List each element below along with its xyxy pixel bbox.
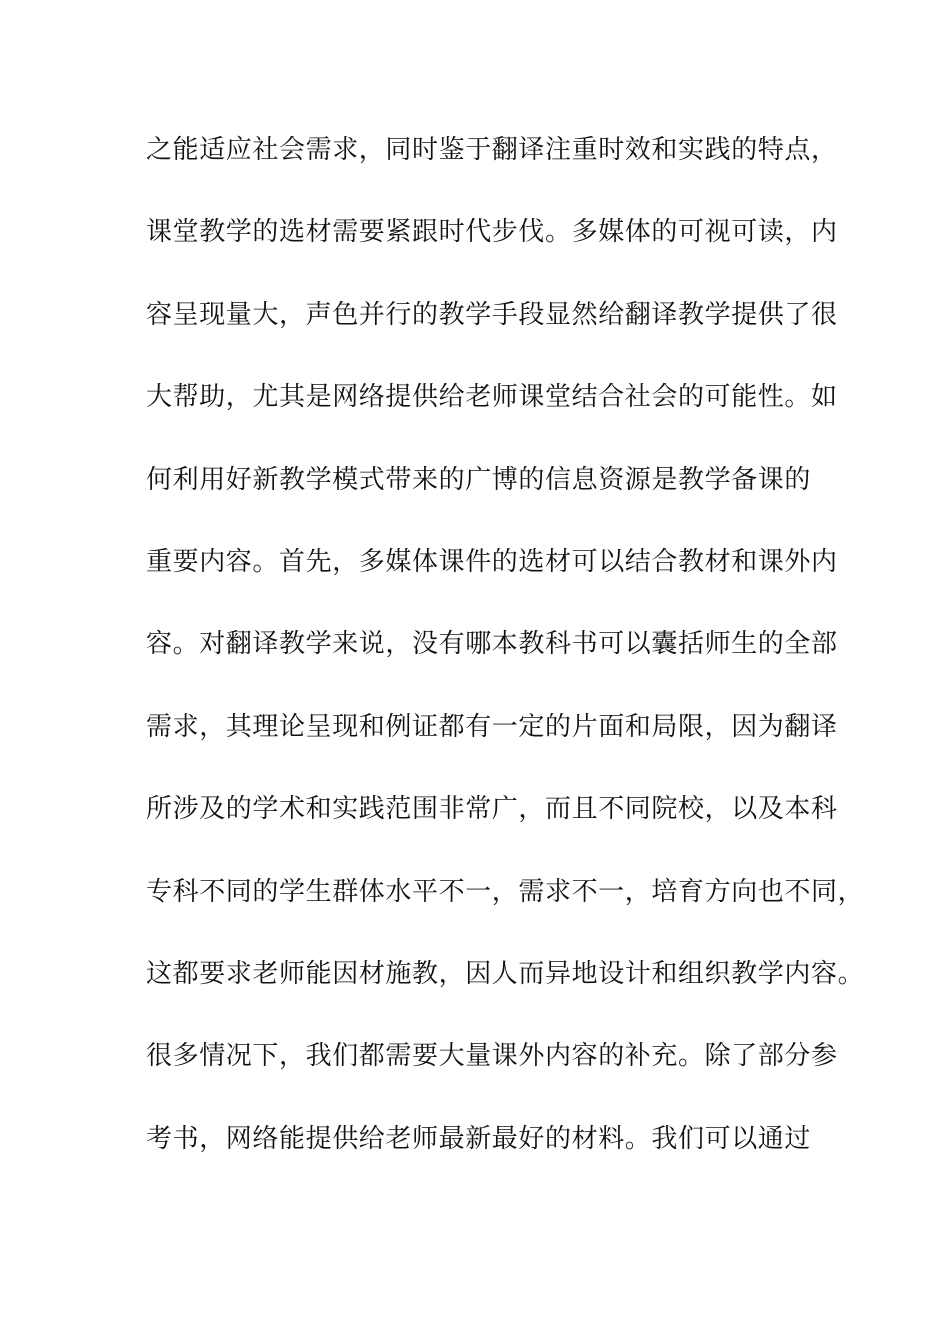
- text-line: 容呈现量大，声色并行的教学手段显然给翻译教学提供了很: [146, 299, 838, 330]
- text-line: 何利用好新教学模式带来的广博的信息资源是教学备课的: [146, 464, 812, 495]
- text-line: 所涉及的学术和实践范围非常广，而且不同院校，以及本科: [146, 794, 838, 825]
- text-line: 大帮助，尤其是网络提供给老师课堂结合社会的可能性。如: [146, 382, 838, 413]
- text-line: 课堂教学的选材需要紧跟时代步伐。多媒体的可视可读，内: [146, 217, 838, 248]
- text-line: 重要内容。首先，多媒体课件的选材可以结合教材和课外内: [146, 546, 838, 577]
- text-line: 考书，网络能提供给老师最新最好的材料。我们可以通过: [146, 1123, 812, 1154]
- body-paragraph: [146, 126, 865, 1197]
- text-line: 容。对翻译教学来说，没有哪本教科书可以囊括师生的全部: [146, 629, 838, 660]
- text-line: 需求，其理论呈现和例证都有一定的片面和局限，因为翻译: [146, 711, 838, 742]
- text-line: 专科不同的学生群体水平不一，需求不一，培育方向也不同，: [146, 876, 865, 907]
- text-line: 这都要求老师能因材施教，因人而异地设计和组织教学内容。: [146, 958, 865, 989]
- text-line: 很多情况下，我们都需要大量课外内容的补充。除了部分参: [146, 1041, 838, 1072]
- text-line: 之能适应社会需求，同时鉴于翻译注重时效和实践的特点，: [146, 135, 838, 165]
